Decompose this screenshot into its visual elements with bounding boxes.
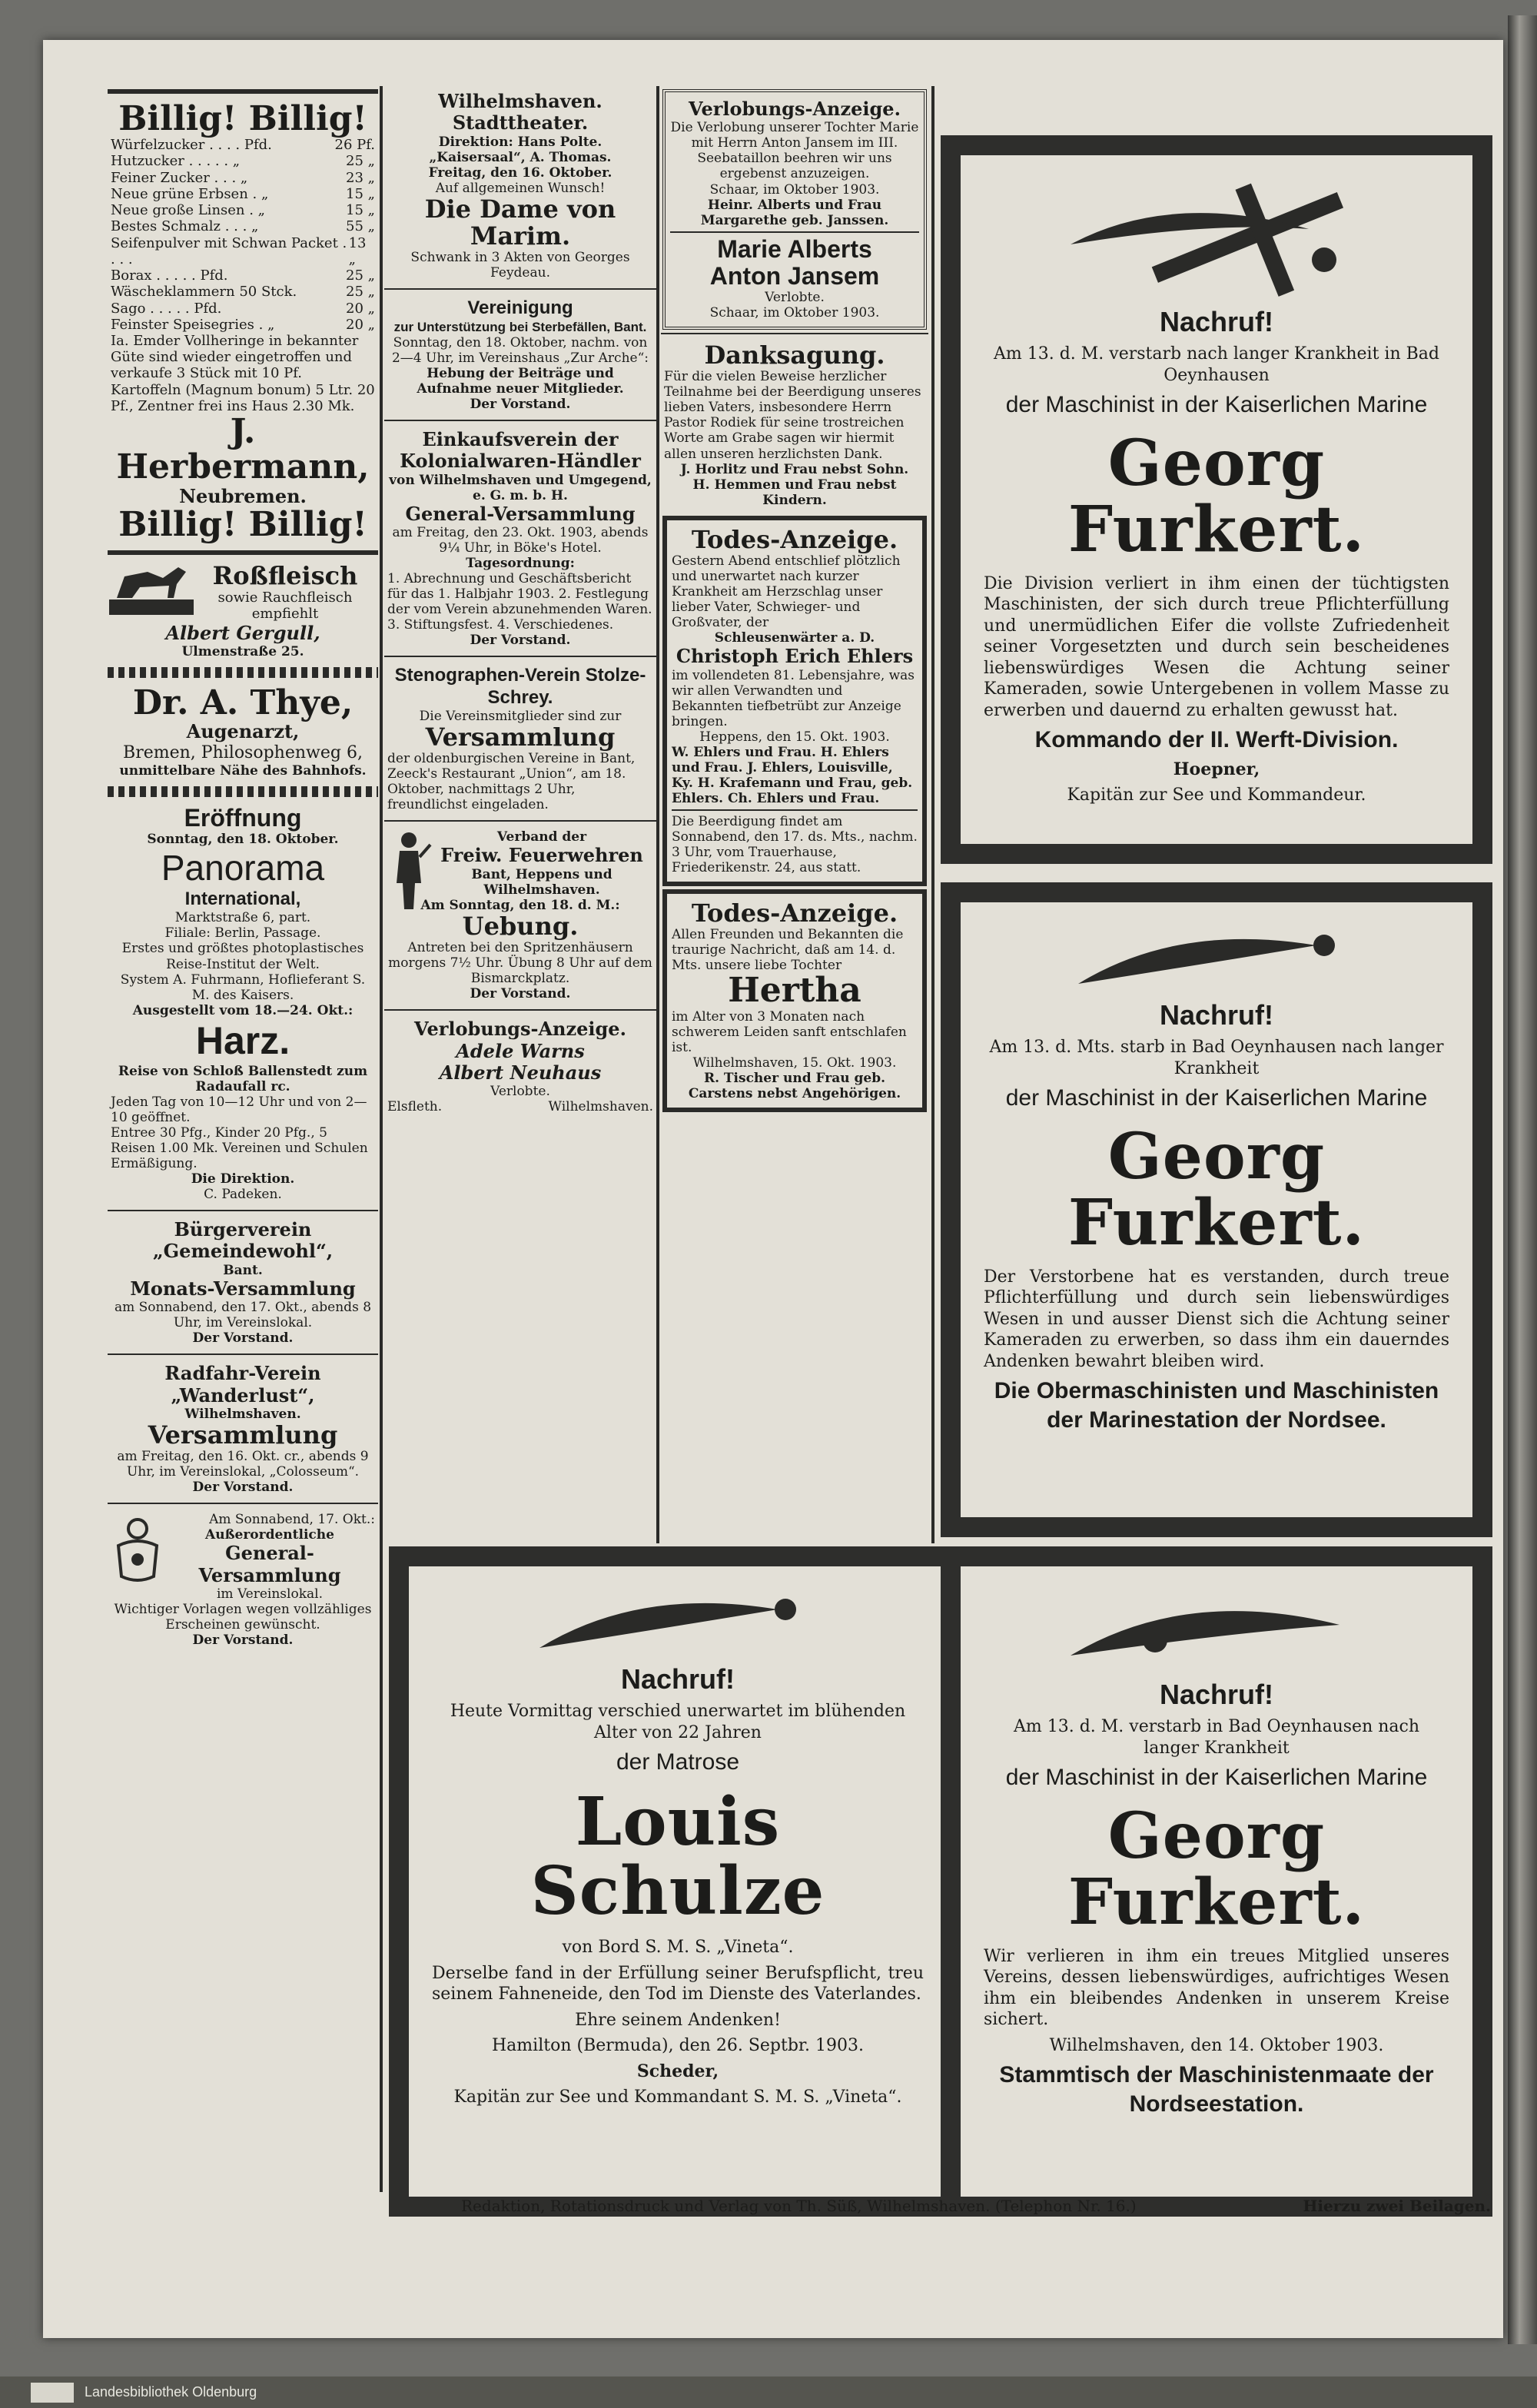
death-date: Heppens, den 15. Okt. 1903.	[699, 729, 890, 745]
price-value: 25 „	[346, 267, 375, 284]
theatre-venue: „Kaisersaal“, A. Thomas.	[429, 149, 612, 165]
fire-title: Freiw. Feuerwehren	[440, 844, 643, 867]
club-ad-1	[108, 1214, 378, 1350]
couple-label: Verlobte.	[765, 290, 825, 306]
doctor-note: unmittelbare Nähe des Bahnhofs.	[119, 762, 367, 779]
panorama-system: System A. Fuhrmann, Hoflieferant S. M. des Kaisers.	[120, 972, 366, 1003]
doctor-name: Dr. A. Thye,	[132, 683, 354, 723]
price-item: Bestes Schmalz . . . „	[111, 218, 259, 235]
obituary-body	[961, 902, 1472, 1517]
rule	[672, 809, 918, 811]
death-title: Todes-Anzeige.	[691, 524, 898, 554]
butcher-address: Ulmenstraße 25.	[181, 644, 304, 660]
ornament-rule	[108, 667, 378, 678]
column-2	[384, 86, 656, 1543]
rule	[384, 420, 656, 421]
harz-fee: Entree 30 Pfg., Kinder 20 Pfg., 5 Reisen 1.00 Mk. Vereinen und Schulen Ermäßigung.	[111, 1124, 368, 1171]
column-1	[108, 86, 378, 2192]
butcher-name: Albert Gergull,	[165, 621, 320, 644]
price-value: 13 „	[348, 234, 367, 267]
club-when: am Freitag, den 16. Okt. cr., abends 9 Uhr, im Vereinslokal, „Colosseum“.	[117, 1449, 369, 1480]
panorama-title: Panorama	[161, 847, 325, 888]
price-item: Neue grüne Erbsen . „	[111, 185, 269, 202]
potato-text: Kartoffeln (Magnum bonum) 5 Ltr. 20 Pf., Zentner frei ins Haus 2.30 Mk.	[111, 381, 375, 414]
obituary-text: Derselbe fand in der Erfüllung seiner Berufspflicht, treu seinem Fahneneide, den Tod im Dienste des Vaterlandes.	[432, 1963, 924, 2004]
grocery-ad	[108, 97, 378, 547]
fire-brigade-ad	[384, 825, 656, 1006]
engage-places	[387, 1099, 653, 1114]
death-more: im vollendeten 81. Lebensjahre, was wir allen Verwandten und Bekannten tiefbetrübt zur Anzeige bringen.	[672, 667, 915, 729]
rule	[384, 656, 656, 657]
assoc-when: am Freitag, den 23. Okt. 1903, abends 9¼ Uhr, in Böke's Hotel.	[392, 524, 649, 556]
club-ad-3	[108, 1507, 378, 1652]
theatre-title: Wilhelmshaven. Stadttheater.	[438, 90, 603, 135]
rule	[108, 1503, 378, 1504]
price-row	[111, 202, 375, 218]
price-row	[111, 235, 375, 267]
obituary-signer: Scheder,	[636, 2061, 719, 2081]
ad-title: Billig! Billig!	[118, 99, 367, 138]
steno-ad	[384, 660, 656, 817]
library-bar	[0, 2376, 1537, 2408]
engage-parents: Heinr. Alberts und Frau Margarethe geb. Janssen.	[700, 197, 889, 228]
obituary-name: Georg Furkert.	[1067, 1799, 1366, 1939]
butcher-ad	[108, 558, 378, 664]
price-item: Feinster Speisegries . „	[111, 316, 275, 333]
assoc-event: General-Versammlung	[405, 502, 636, 525]
price-row	[111, 186, 375, 202]
death-title: Todes-Anzeige.	[691, 898, 898, 928]
fireman-icon	[386, 829, 432, 914]
assoc-title: Vereinigung	[467, 297, 573, 319]
ornament-rule	[108, 786, 378, 797]
obituary-signer-title: Kapitän zur See und Kommandant S. M. S. „Vineta“.	[453, 2087, 902, 2107]
thanks-text: Für die vielen Beweise herzlicher Teilnahme bei der Beerdigung unseres lieben Vaters, insbesondere Herrn Pastor Rodiek für seine trostreichen Worte am Grabe sagen wir hiermit allen unseren herzlichsten Dank.	[664, 369, 921, 462]
club-sign: Der Vorstand.	[192, 1480, 294, 1496]
steno-title: Stenographen-Verein Stolze-Schrey.	[394, 665, 646, 708]
price-item: Sago . . . . . Pfd.	[111, 300, 222, 317]
obituary-role: der Matrose	[616, 1749, 740, 1775]
price-item: Borax . . . . . Pfd.	[111, 267, 228, 284]
horse-icon	[109, 561, 194, 615]
assoc-when: Sonntag, den 18. Oktober, nachm. von 2—4 Uhr, im Vereinshaus „Zur Arche“:	[391, 334, 649, 366]
death-notice-2	[662, 889, 927, 1112]
merchant-name: J. Herbermann,	[116, 412, 370, 487]
obituary-date: Hamilton (Bermuda), den 26. Septbr. 1903.	[492, 2036, 864, 2056]
column-3	[661, 86, 928, 1543]
column-rule	[931, 86, 934, 1543]
engagement-notice	[662, 89, 927, 330]
couple-name-b: Anton Jansem	[709, 261, 880, 290]
obituary-name: Georg Furkert.	[1067, 426, 1366, 566]
death-date: Wilhelmshaven, 15. Okt. 1903.	[692, 1055, 897, 1071]
rule	[661, 333, 928, 334]
obituary-text: Wir verlieren in ihm ein treues Mitglied unseres Vereins, dessen liebenswürdiges, aufrichtiges Wesen ihm ein bleibendes Andenken in unserem Kreise sichert.	[984, 1946, 1449, 2030]
death-name: Christoph Erich Ehlers	[676, 645, 914, 668]
doctor-title: Augenarzt,	[186, 720, 300, 743]
price-item: Seifenpulver mit Schwan Packet . . . .	[111, 234, 347, 267]
herring-text: Ia. Emder Vollheringe in bekannter Güte sind wieder eingetroffen und verkaufe 3 Stück mit 10 Pf.	[111, 333, 359, 382]
death-sign: R. Tischer und Frau geb. Carstens nebst Angehörigen.	[688, 1070, 901, 1101]
obituary-sign: Kommando der II. Werft-Division.	[1034, 727, 1399, 753]
obituary-frame-4	[941, 1546, 1492, 2217]
harz-name: C. Padeken.	[204, 1187, 282, 1203]
rule	[384, 820, 656, 822]
obituary-text: Die Division verliert in ihm einen der tüchtigsten Maschinisten, der sich durch treue Pflichterfüllung und unermüdlichen Eifer die vollste Zufriedenheit seiner Vorgesetzten und durch sein bescheidenes liebenswürdiges Wesen die Achtung seiner Kameraden, sowie Untergebenen in vollem Masse zu erwerben und dauernd zu erhalten gewusst hat.	[984, 573, 1449, 720]
panorama-desc: Erstes und größtes photoplastisches Reise-Institut der Welt.	[121, 941, 364, 972]
price-item: Feiner Zucker . . . „	[111, 169, 248, 186]
obituary-role: der Maschinist in der Kaiserlichen Marine	[1005, 1765, 1428, 1790]
obituary-frame-3	[389, 1546, 967, 2217]
price-row	[111, 218, 375, 234]
death-role: Schleusenwärter a. D.	[714, 630, 875, 646]
rule	[384, 288, 656, 290]
death-text: Allen Freunden und Bekannten die traurige Nachricht, daß am 14. d. Mts. unsere liebe Tochter	[672, 927, 904, 974]
rule	[108, 1210, 378, 1211]
death-more: im Alter von 3 Monaten nach schwerem Leiden sanft entschlafen ist.	[672, 1008, 907, 1055]
price-row	[111, 170, 375, 186]
couple-name-a: Marie Alberts	[717, 234, 872, 263]
library-logo-icon	[31, 2383, 74, 2403]
club-kind: Außerordentliche	[205, 1527, 334, 1543]
thanks-sign-2: H. Hemmen und Frau nebst Kindern.	[692, 477, 897, 508]
assoc-sign: Der Vorstand.	[470, 633, 571, 649]
engage-name-a: Adele Warns	[456, 1039, 585, 1062]
crest-icon	[111, 1515, 164, 1584]
harz-title: Harz.	[195, 1018, 290, 1062]
thanks-title: Danksagung.	[704, 340, 885, 370]
doctor-ad	[108, 681, 378, 783]
fire-pre: Verband der	[496, 829, 587, 845]
thanks-notice	[661, 337, 928, 513]
engage-place-b: Wilhelmshaven.	[548, 1099, 653, 1115]
club-sign: Der Vorstand.	[192, 1632, 294, 1649]
obituary-ship: von Bord S. M. S. „Vineta“.	[562, 1938, 794, 1958]
rule	[384, 1009, 656, 1011]
price-item: Würfelzucker . . . . Pfd.	[111, 137, 272, 154]
rule	[108, 1353, 378, 1355]
club-sign: Der Vorstand.	[192, 1330, 294, 1347]
quill-icon	[532, 1586, 824, 1656]
assoc-what: Hebung der Beiträge und Aufnahme neuer Mitglieder.	[417, 365, 624, 397]
thanks-sign-1: J. Horlitz und Frau nebst Sohn.	[680, 461, 909, 477]
price-value: 15 „	[346, 202, 375, 219]
obituary-text: Der Verstorbene hat es verstanden, durch treue Pflichterfüllung und durch sein liebenswürdiges Wesen in und ausser Dienst sich die Achtung seiner Kameraden zu erwerben, so dass ihm ein dauerndes Andenken bewahrt bleiben wird.	[984, 1267, 1449, 1371]
obituary-name: Louis Schulze	[530, 1782, 825, 1930]
fire-sign: Der Vorstand.	[470, 986, 571, 1002]
price-row	[111, 137, 375, 153]
agenda-title: Tagesordnung:	[466, 556, 575, 571]
obituary-name: Georg Furkert.	[1067, 1119, 1366, 1260]
death-notice-1	[662, 516, 927, 886]
death-burial: Die Beerdigung findet am Sonnabend, den 17. ds. Mts., nachm. 3 Uhr, vom Trauerhause, Friederikenstr. 24, aus statt.	[672, 813, 918, 876]
obituary-honor: Ehre seinem Andenken!	[575, 2010, 781, 2030]
price-row	[111, 153, 375, 169]
panorama-branch: Filiale: Berlin, Passage.	[164, 925, 321, 942]
engage-title: Verlobungs-Anzeige.	[689, 98, 901, 120]
death-family: W. Ehlers und Frau. H. Ehlers und Frau. J. Ehlers, Louisville, Ky. H. Krafemann und Frau, geb. Ehlers. Ch. Ehlers und Frau.	[672, 744, 913, 806]
obituary-title: Nachruf!	[1159, 999, 1273, 1031]
engage-date: Schaar, im Oktober 1903.	[709, 181, 880, 198]
library-name: Landesbibliothek Oldenburg	[85, 2384, 257, 2400]
opening-title: Eröffnung	[184, 803, 302, 832]
rule	[108, 89, 378, 94]
assoc-sub: von Wilhelmshaven und Umgegend, e. G. m. b. H.	[389, 472, 652, 503]
obituary-intro: Am 13. d. M. verstarb in Bad Oeynhausen nach langer Krankheit	[1013, 1717, 1420, 1758]
exhibited-line: Ausgestellt vom 18.—24. Okt.:	[132, 1002, 354, 1018]
price-row	[111, 317, 375, 333]
rule	[108, 550, 378, 555]
obituary-role: der Maschinist in der Kaiserlichen Marine	[1005, 392, 1428, 417]
club-date: Am Sonnabend, 17. Okt.:	[209, 1512, 375, 1528]
obituary-frame-2	[941, 882, 1492, 1537]
club-event: General-Versammlung	[198, 1542, 341, 1586]
obituary-body	[961, 155, 1472, 844]
club-event: Versammlung	[148, 1420, 338, 1450]
engage-place-a: Elsfleth.	[387, 1099, 443, 1115]
price-value: 20 „	[346, 316, 375, 333]
price-row	[111, 284, 375, 300]
theatre-request: Auf allgemeinen Wunsch!	[435, 180, 606, 196]
theatre-date: Freitag, den 16. Oktober.	[428, 164, 612, 181]
supplements-note: Hierzu zwei Beilagen.	[1303, 2197, 1491, 2215]
opening-date: Sonntag, den 18. Oktober.	[147, 831, 339, 847]
obituary-date: Wilhelmshaven, den 14. Oktober 1903.	[1049, 2035, 1384, 2055]
fire-when: Am Sonntag, den 18. d. M.:	[420, 897, 620, 913]
imprint-line: Redaktion, Rotationsdruck und Verlag von Th. Süß, Wilhelmshaven. (Telephon Nr. 16.)	[461, 2197, 1137, 2215]
rule	[670, 231, 919, 233]
engagement-ad	[384, 1014, 656, 1119]
price-value: 25 „	[346, 284, 375, 301]
obituary-title: Nachruf!	[1159, 306, 1273, 337]
obituary-sign: Stammtisch der Maschinistenmaate der Nordseestation.	[999, 2062, 1434, 2117]
column-rule	[656, 86, 659, 1543]
obituary-frame-1	[941, 135, 1492, 864]
horse-meat-sub: sowie Rauchfleisch empfiehlt	[217, 590, 353, 623]
obituary-intro: Am 13. d. M. verstarb nach langer Krankheit in Bad Oeynhausen	[993, 344, 1439, 385]
club-when: am Sonnabend, den 17. Okt., abends 8 Uhr, im Vereinslokal.	[114, 1300, 372, 1331]
obituary-intro: Heute Vormittag verschied unerwartet im blühenden Alter von 22 Jahren	[450, 1702, 906, 1742]
page-footer	[461, 2197, 1491, 2215]
price-value: 20 „	[346, 300, 375, 317]
price-item: Neue große Linsen . „	[111, 202, 266, 219]
assoc-sub: zur Unterstützung bei Sterbefällen, Bant.	[393, 319, 647, 334]
obituary-role: der Maschinist in der Kaiserlichen Marine	[1005, 1085, 1428, 1111]
couple-date: Schaar, im Oktober 1903.	[709, 305, 880, 321]
cross-wreath-icon	[1055, 175, 1378, 298]
obituary-signer-title: Kapitän zur See und Kommandeur.	[1067, 786, 1366, 805]
price-value: 26 Pf.	[334, 137, 375, 154]
assoc-title: Einkaufsverein der Kolonialwaren-Händler	[400, 427, 641, 473]
doctor-address: Bremen, Philosophenweg 6,	[123, 742, 363, 762]
price-value: 25 „	[346, 153, 375, 170]
obituary-signer: Hoepner,	[1173, 759, 1260, 779]
obituary-body	[409, 1566, 947, 2197]
death-name: Hertha	[728, 971, 861, 1011]
ad-title: Billig! Billig!	[118, 504, 367, 544]
fire-event: Uebung.	[462, 911, 579, 941]
price-item: Hutzucker . . . . . „	[111, 153, 241, 170]
panorama-sub: International,	[184, 888, 301, 910]
obituary-title: Nachruf!	[1159, 1679, 1273, 1710]
obituary-sign: Die Obermaschinisten und Maschinisten der Marinestation der Nordsee.	[994, 1378, 1439, 1433]
price-item: Wäscheklammern 50 Stck.	[111, 284, 297, 301]
theatre-ad	[384, 86, 656, 285]
panorama-address: Marktstraße 6, part.	[174, 910, 311, 926]
engage-title: Verlobungs-Anzeige.	[414, 1018, 626, 1041]
club-place: Wilhelmshaven.	[184, 1406, 301, 1422]
theatre-desc: Schwank in 3 Akten von Georges Feydeau.	[410, 250, 630, 281]
obituary-title: Nachruf!	[620, 1663, 735, 1695]
engage-text: Die Verlobung unserer Tochter Marie mit Herrn Anton Jansem im III. Seebataillon beehren wir uns ergebenst anzuzeigen.	[670, 120, 919, 182]
panorama-ad	[108, 800, 378, 1207]
steno-note: Die Vereinsmitglieder sind zur	[419, 708, 622, 724]
agenda-list: 1. Abrechnung und Geschäftsbericht für das 1. Halbjahr 1903. 2. Festlegung der vom Verein abzunehmenden Waren. 3. Stiftungsfest. 4. Verschiedenes.	[387, 571, 652, 633]
club-ad-2	[108, 1358, 378, 1500]
price-value: 23 „	[346, 169, 375, 186]
club-name: Bürgerverein „Gemeindewohl“,	[152, 1218, 334, 1263]
merchant-place: Neubremen.	[179, 484, 307, 507]
club-place: Bant.	[223, 1262, 263, 1278]
death-text: Gestern Abend entschlief plötzlich und unerwartet nach kurzer Krankheit am Herzschlag unser lieber Vater, Schwieger- und Großvater, der	[672, 553, 901, 631]
steno-desc: der oldenburgischen Vereine in Bant, Zeeck's Restaurant „Union“, am 18. Oktober, nachmittags 2 Uhr, freundlichst eingeladen.	[387, 751, 636, 813]
assoc-sign: Der Vorstand.	[470, 396, 571, 412]
column-rule	[380, 86, 383, 2192]
assoc-ad-1	[384, 293, 656, 417]
price-row	[111, 267, 375, 284]
fire-sub: Bant, Heppens und Wilhelmshaven.	[471, 866, 612, 898]
theatre-director: Direktion: Hans Polte.	[438, 134, 603, 150]
club-event: Monats-Versammlung	[130, 1277, 356, 1300]
theatre-play: Die Dame von Marim.	[424, 194, 616, 251]
harz-hours: Jeden Tag von 10—12 Uhr und von 2—10 geöffnet.	[111, 1094, 367, 1125]
club-name: Radfahr-Verein „Wanderlust“,	[164, 1362, 321, 1407]
horse-meat-title: Roßfleisch	[212, 561, 358, 591]
assoc-ad-2	[384, 424, 656, 653]
engage-label: Verlobte.	[490, 1084, 550, 1100]
fire-desc: Antreten bei den Spritzenhäusern morgens 7½ Uhr. Übung 8 Uhr auf dem Bismarckplatz.	[388, 940, 652, 987]
obituary-body	[961, 1566, 1472, 2197]
price-value: 55 „	[346, 218, 375, 235]
price-value: 15 „	[346, 185, 375, 202]
scan-edge	[1508, 15, 1537, 2344]
obituary-intro: Am 13. d. Mts. starb in Bad Oeynhausen nach langer Krankheit	[989, 1038, 1444, 1078]
quill-icon	[1071, 922, 1363, 991]
harz-trip: Reise von Schloß Ballenstedt zum Radaufall rc.	[118, 1063, 368, 1094]
club-note: Wichtiger Vorlagen wegen vollzähliges Erscheinen gewünscht.	[114, 1602, 372, 1633]
quill-wreath-icon	[1063, 1586, 1370, 1671]
club-where: im Vereinslokal.	[217, 1586, 323, 1602]
harz-sign: Die Direktion.	[191, 1171, 295, 1187]
price-row	[111, 301, 375, 317]
engage-name-b: Albert Neuhaus	[439, 1061, 602, 1084]
steno-event: Versammlung	[425, 722, 616, 752]
